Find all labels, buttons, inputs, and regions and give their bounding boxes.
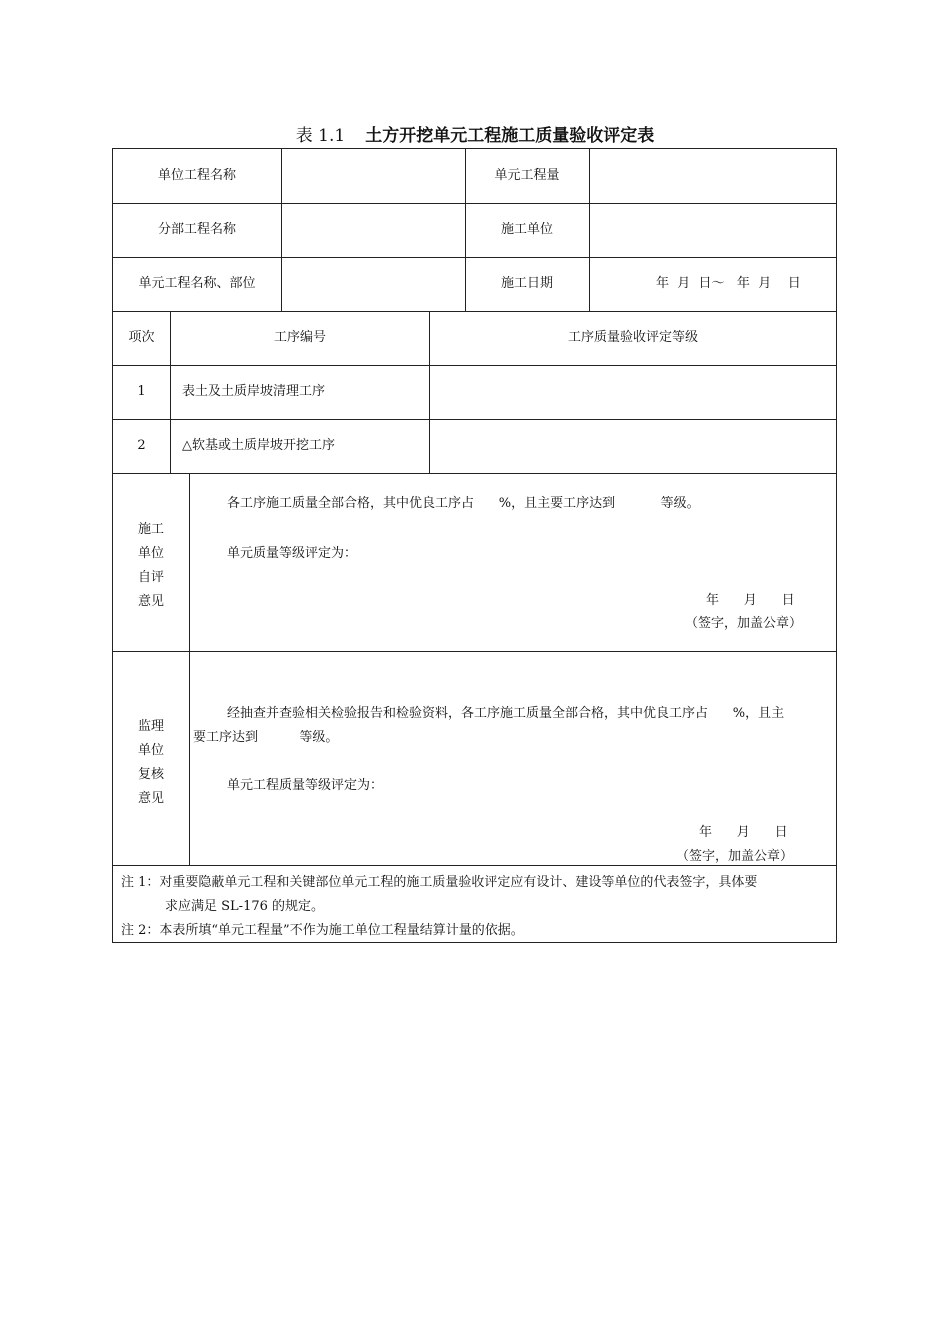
self-evaluation-sign: （签字，加盖公章） (685, 616, 803, 631)
unit-quantity-value[interactable] (590, 149, 836, 203)
row-1-process: 表土及土质岸坡清理工序 (182, 384, 326, 399)
evaluation-form (112, 148, 837, 943)
table-number: 表 1.1 (295, 126, 346, 146)
self-evaluation-date: 年 月 日 (706, 593, 795, 608)
self-evaluation-label: 施工 单位 自评 意见 (137, 522, 164, 609)
row-divider (113, 651, 836, 652)
construction-unit-label: 施工单位 (500, 222, 553, 237)
note-2: 注 2：本表所填“单元工程量”不作为施工单位工程量结算计量的依据。 (121, 923, 524, 938)
col-divider (189, 473, 190, 865)
supervision-review-sign: （签字，加盖公章） (676, 849, 794, 864)
element-name-label: 单元工程名称、部位 (138, 276, 256, 291)
sub-project-label: 分部工程名称 (157, 222, 236, 237)
supervision-review-line1: 经抽查并查验相关检验报告和检验资料，各工序施工质量全部合格，其中优良工序占 %，且主 (227, 706, 785, 721)
note-1-continued: 求应满足 SL-176 的规定。 (165, 899, 325, 914)
unit-project-value[interactable] (282, 149, 465, 203)
note-1: 注 1：对重要隐蔽单元工程和关键部位单元工程的施工质量验收评定应有设计、建设等单位的代表签字，具体要 (121, 875, 758, 890)
row-divider (113, 473, 836, 474)
page-title (0, 124, 950, 148)
unit-quantity-label: 单元工程量 (494, 168, 560, 183)
supervision-review-line1b: 要工序达到 等级。 (193, 730, 339, 745)
self-evaluation-line1: 各工序施工质量全部合格，其中优良工序占 %，且主要工序达到 等级。 (227, 496, 700, 511)
element-name-value[interactable] (282, 257, 465, 311)
self-evaluation-line2: 单元质量等级评定为： (227, 546, 358, 561)
row-2-process: △软基或土质岸坡开挖工序 (182, 438, 335, 453)
col-header-process: 工序编号 (273, 330, 326, 345)
row-1-grade[interactable] (430, 365, 836, 419)
construction-date-label: 施工日期 (500, 276, 553, 291)
table-title: 土方开挖单元工程施工质量验收评定表 (365, 126, 655, 146)
construction-date-value[interactable]: 年 月 日～ 年 月 日 (656, 276, 801, 291)
supervision-review-line2: 单元工程质量等级评定为： (227, 778, 384, 793)
row-1-no: 1 (137, 384, 146, 399)
supervision-review-label: 监理 单位 复核 意见 (137, 719, 164, 806)
col-header-grade: 工序质量验收评定等级 (567, 330, 698, 345)
row-2-grade[interactable] (430, 419, 836, 473)
row-2-no: 2 (137, 438, 146, 453)
construction-unit-value[interactable] (590, 203, 836, 257)
sub-project-value[interactable] (282, 203, 465, 257)
unit-project-label: 单位工程名称 (157, 168, 236, 183)
col-header-item: 项次 (128, 330, 155, 345)
supervision-review-date: 年 月 日 (699, 825, 788, 840)
